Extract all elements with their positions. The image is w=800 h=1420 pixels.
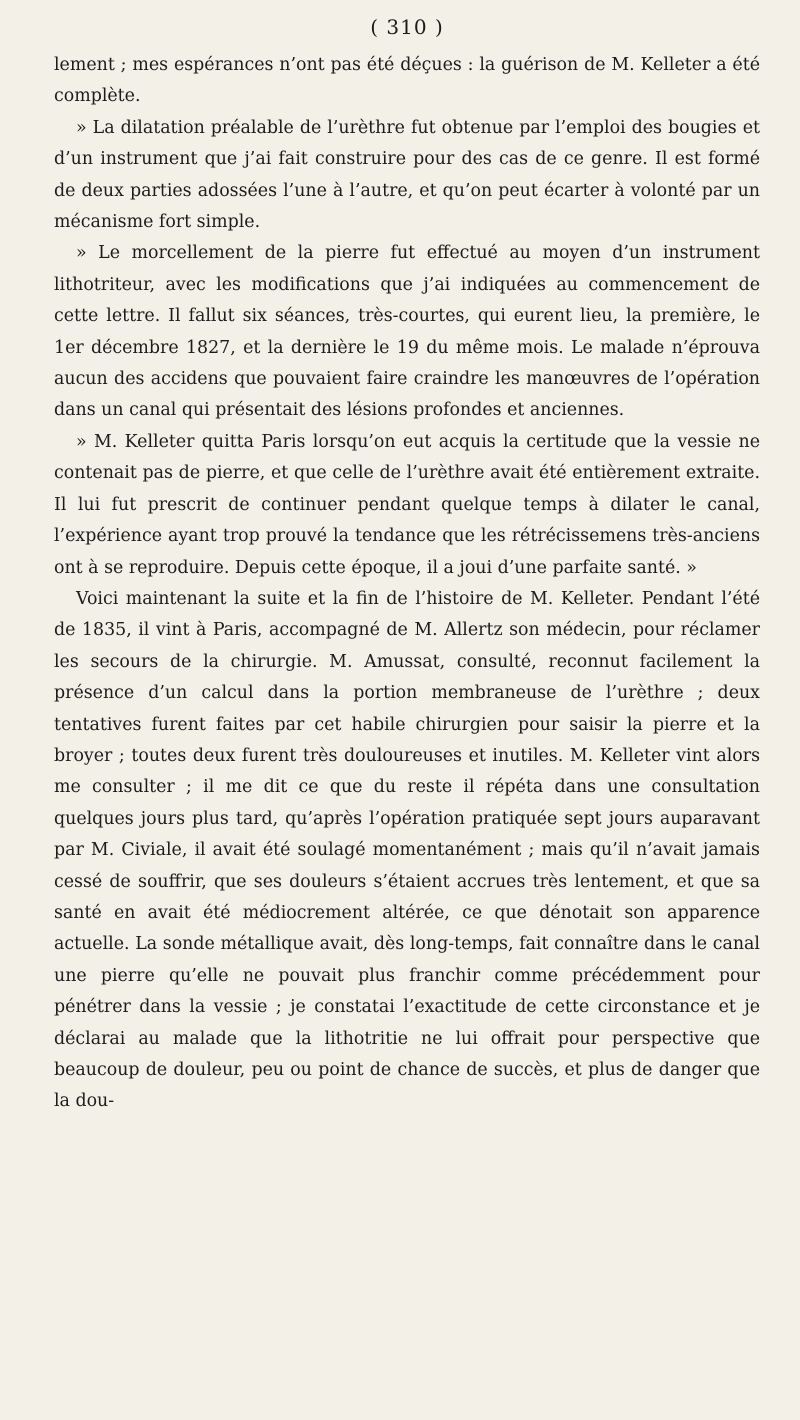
paragraph-3: » Le morcellement de la pierre fut effectué au moyen d’un instrument lithotriteur, avec les modifications que j’ai indiquées au commencement de cette lettre. Il fallut six séances, très-courtes, qui eurent lieu, la première, le 1er décembre 1827, et la dernière le 19 du même mois. Le malade n’éprouva aucun des accidens que pouvaient faire craindre les manœuvres de l’opération dans un canal qui présentait des lésions profondes et anciennes. [54, 243, 760, 421]
page-number: ( 310 ) [370, 15, 444, 39]
paragraph-5: Voici maintenant la suite et la fin de l’histoire de M. Kelleter. Pendant l’été de 1835, il vint à Paris, accompagné de M. Allertz son médecin, pour réclamer les secours de la chirurgie. M. Amussat, consulté, reconnut facilement la présence d’un calcul dans la portion membraneuse de l’urèthre ; deux tentatives furent faites par cet habile chirurgien pour saisir la pierre et la broyer ; toutes deux furent très douloureuses et inutiles. M. Kelleter vint alors me consulter ; il me dit ce que du reste il répéta dans une consultation quelques jours plus tard, qu’après l’opération pratiquée sept jours auparavant par M. Civiale, il avait été soulagé momentanément ; mais qu’il n’avait jamais cessé de souffrir, que ses douleurs s’étaient accrues très lentement, et que sa santé en avait été médiocrement altérée, ce que dénotait son apparence actuelle. La sonde métallique avait, dès long-temps, fait connaître dans le canal une pierre qu’elle ne pouvait plus franchir comme précédemment pour pénétrer dans la vessie ; je constatai l’exactitude de cette circonstance et je déclarai au malade que la lithotritie ne lui offrait pour perspective que beaucoup de douleur, peu ou point de chance de succès, et plus de danger que la dou- [54, 588, 760, 1112]
paragraph-4: » M. Kelleter quitta Paris lorsqu’on eut acquis la certitude que la vessie ne contenait pas de pierre, et que celle de l’urèthre avait été entièrement extraite. Il lui fut prescrit de continuer pendant quelque temps à dilater le canal, l’expérience ayant trop prouvé la tendance que les rétrécissemens très-anciens ont à se reproduire. Depuis cette époque, il a joui d’une parfaite santé. » [54, 431, 760, 578]
paragraph-2: » La dilatation préalable de l’urèthre fut obtenue par l’emploi des bougies et d’un instrument que j’ai fait construire pour des cas de ce genre. Il est formé de deux parties adossées l’une à l’autre, et qu’on peut écarter à volonté par un mécanisme fort simple. [54, 117, 760, 233]
paragraph-1: lement ; mes espérances n’ont pas été déçues : la guérison de M. Kelleter a été complète. [54, 55, 760, 107]
